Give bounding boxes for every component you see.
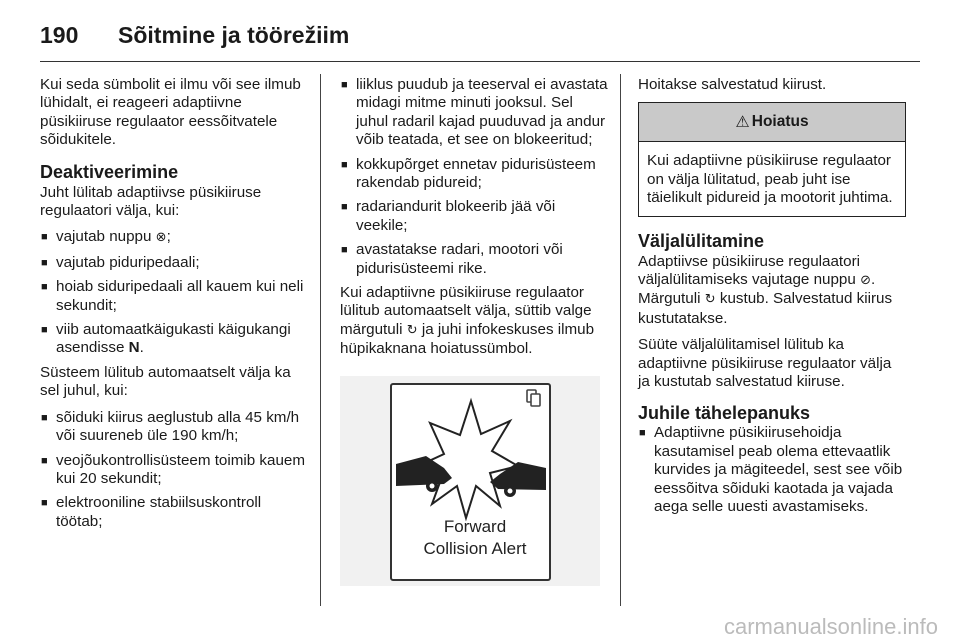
auto-off-list <box>40 409 306 531</box>
cruise-indicator-icon: ↻ <box>406 322 418 338</box>
driver-notes-list <box>638 424 906 516</box>
auto-off-intro: Süsteem lülitub automaatselt välja ka sel juhul, kui: <box>40 363 291 400</box>
list-item: ■ hoiab siduripedaali all kauem kui neli sekundit; <box>40 278 306 315</box>
figure-illustration <box>340 376 600 586</box>
list-item: ■ kokkupõrget ennetav pidurisüsteem rakendab pidureid; <box>340 156 608 193</box>
auto-off-list-continued <box>340 76 608 278</box>
list-item: ■ avastatakse radari, mootori või pidurisüsteemi rike. <box>340 241 608 278</box>
ignition-off-paragraph: Süüte väljalülitamisel lülitub ka adaptiivne püsikiiruse regulaator välja ja kustutab salvestatud kiiruse. <box>638 336 892 391</box>
column-2 <box>340 76 608 367</box>
warning-text: Kui adaptiivne püsikiiruse regulaator on välja lülitatud, peab juht ise täielikult pidureid ja mootorit juhtima. <box>647 152 893 207</box>
page-header <box>40 14 920 56</box>
figure-caption-line-1: Forward <box>443 517 507 536</box>
list-item: ■ liiklus puudub ja teeserval ei avastata midagi mitme minuti jooksul. Sel juhul radaril kajad puuduvad ja andur võib teatada, et see on blokeeritud; <box>340 76 608 150</box>
cruise-indicator-icon: ↻ <box>704 292 716 308</box>
cruise-cancel-icon: ⊗ <box>155 230 167 246</box>
deactivation-intro: Juht lülitab adaptiivse püsikiiruse regulaatori välja, kui: <box>40 183 262 220</box>
heading-driver-notes: Juhile tähelepanuks <box>638 403 811 424</box>
list-item: ■ elektrooniline stabiilsuskontroll töötab; <box>40 494 306 531</box>
intro-paragraph: Kui seda sümbolit ei ilmu või see ilmub lühidalt, ei reageeri adaptiivne püsikiiruse regulaator eessõitvatele sõidukitele. <box>40 76 301 149</box>
forward-collision-alert-figure <box>340 376 600 586</box>
warning-title: Hoiatus <box>751 113 809 131</box>
heading-switch-off: Väljalülitamine <box>638 230 765 251</box>
list-item: ■ sõiduki kiirus aeglustub alla 45 km/h või suureneb üle 190 km/h; <box>40 409 306 446</box>
kept-speed-paragraph: Hoitakse salvestatud kiirust. <box>638 76 827 93</box>
list-item: ■ vajutab nuppu ⊗; <box>40 228 306 247</box>
column-divider-1 <box>320 74 321 606</box>
cruise-off-button-icon: ⊘ <box>860 273 871 289</box>
warning-header <box>639 103 905 142</box>
heading-deactivation: Deaktiveerimine <box>40 161 179 182</box>
page-number: 190 <box>40 21 79 48</box>
warning-triangle-icon: ⚠ <box>735 112 750 132</box>
deactivation-list <box>40 228 306 357</box>
switch-off-paragraph: Adaptiivse püsikiiruse regulaatori väljalülitamiseks vajutage nuppu ⊘. Märgutuli ↻ kustub. Salvestatud kiirus kustutatakse. <box>638 252 893 327</box>
list-item: ■ veojõukontrollisüsteem toimib kauem kui 20 sekundit; <box>40 452 306 489</box>
figure-caption-line-2: Collision Alert <box>423 539 527 558</box>
column-3 <box>638 76 906 523</box>
column-1 <box>40 76 306 537</box>
list-item: ■ radariandurit blokeerib jää või veekile; <box>340 198 608 235</box>
list-item: ■ Adaptiivne püsikiirusehoidja kasutamisel peab olema ettevaatlik kurvides ja mägiteedel, sest see võib eessõitva sõiduki kaotada ja vajada aega selle uuesti avastamiseks. <box>638 424 906 516</box>
list-item: ■ vajutab piduripedaali; <box>40 254 306 272</box>
warning-box <box>638 102 906 216</box>
page-title: Sõitmine ja töörežiim <box>118 21 350 48</box>
list-item: ■ viib automaatkäigukasti käigukangi asendisse N. <box>40 321 306 358</box>
watermark: carmanualsonline.info <box>723 614 938 639</box>
auto-off-paragraph: Kui adaptiivne püsikiiruse regulaator lülitub automaatselt välja, süttib valge märgutuli ↻ ja juhi infokeskuses ilmub hüpikaknana hoiatussümbol. <box>340 284 595 358</box>
column-divider-2 <box>620 74 621 606</box>
header-divider <box>40 61 920 62</box>
